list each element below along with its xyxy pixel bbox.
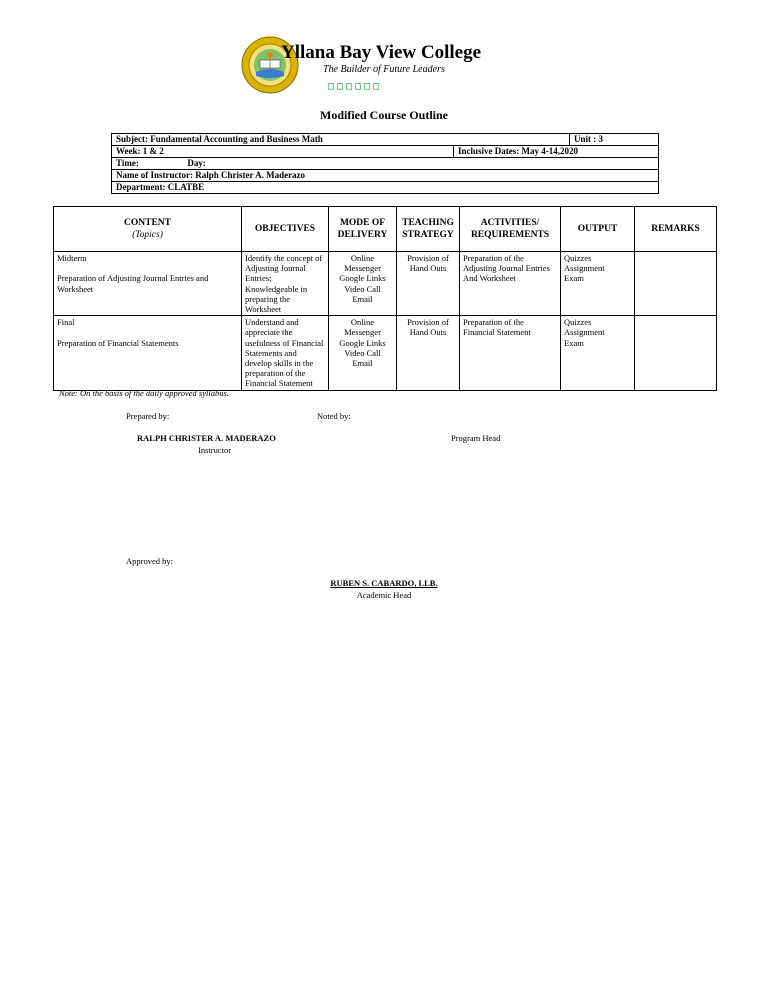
info-row-instructor bbox=[112, 170, 659, 182]
time-day-field bbox=[112, 158, 659, 170]
col-header-output: OUTPUT bbox=[561, 207, 635, 252]
content-header-sub: (Topics) bbox=[132, 230, 163, 240]
col-header-content bbox=[54, 207, 242, 252]
cell-activities: Preparation of the Financial Statement bbox=[460, 316, 561, 390]
content-header-label: CONTENT bbox=[124, 218, 171, 228]
unit-field: Unit : 3 bbox=[570, 134, 659, 146]
table-row bbox=[54, 252, 717, 316]
info-row-time bbox=[112, 158, 659, 170]
cell-strategy: Provision of Hand Outs bbox=[397, 316, 460, 390]
subject-field: Subject: Fundamental Accounting and Business Math bbox=[112, 134, 570, 146]
col-header-objectives: OBJECTIVES bbox=[242, 207, 329, 252]
noted-by-label: Noted by: bbox=[317, 411, 351, 421]
cell-remarks bbox=[635, 316, 717, 390]
time-label: Time: bbox=[116, 158, 139, 168]
cell-content: Final Preparation of Financial Statements bbox=[54, 316, 242, 390]
document-title: Modified Course Outline bbox=[320, 108, 448, 122]
col-header-mode: MODE OF DELIVERY bbox=[329, 207, 397, 252]
approver-title: Academic Head bbox=[356, 590, 412, 600]
table-row bbox=[54, 316, 717, 390]
col-header-activities: ACTIVITIES/ REQUIREMENTS bbox=[460, 207, 561, 252]
preparer-title: Instructor bbox=[198, 445, 232, 455]
table-header-row bbox=[54, 207, 717, 252]
cell-remarks bbox=[635, 252, 717, 316]
syllabus-note: Note: On the basis of the daily approved syllabus. bbox=[59, 388, 229, 398]
cell-mode: Online Messenger Google Links Video Call Email bbox=[329, 316, 397, 390]
cell-mode: Online Messenger Google Links Video Call Email bbox=[329, 252, 397, 316]
placeholder-glyph-row: □□□□□□ bbox=[328, 81, 383, 92]
approver-block bbox=[0, 578, 768, 588]
cell-activities: Preparation of the Adjusting Journal Entries And Worksheet bbox=[460, 252, 561, 316]
course-info-table bbox=[111, 133, 659, 194]
info-row-subject bbox=[112, 134, 659, 146]
inclusive-dates-field: Inclusive Dates: May 4-14,2020 bbox=[454, 146, 659, 158]
cell-output: Quizzes Assignment Exam bbox=[561, 316, 635, 390]
week-field: Week: 1 & 2 bbox=[112, 146, 454, 158]
cell-objectives: Identify the concept of Adjusting Journal Entries; Knowledgeable in preparing the Worksheet bbox=[242, 252, 329, 316]
col-header-remarks: REMARKS bbox=[635, 207, 717, 252]
cell-output: Quizzes Assignment Exam bbox=[561, 252, 635, 316]
noted-by-title: Program Head bbox=[451, 433, 501, 443]
course-outline-table bbox=[53, 206, 717, 391]
college-name: Yllana Bay View College bbox=[281, 42, 482, 63]
instructor-field: Name of Instructor: Ralph Christer A. Maderazo bbox=[112, 170, 659, 182]
cell-objectives: Understand and appreciate the usefulness of Financial Statements and develop skills in the preparation of the Financial Statement bbox=[242, 316, 329, 390]
preparer-name: RALPH CHRISTER A. MADERAZO bbox=[137, 433, 276, 443]
col-header-strategy: TEACHING STRATEGY bbox=[397, 207, 460, 252]
cell-strategy: Provision of Hand Outs bbox=[397, 252, 460, 316]
cell-content: Midterm Preparation of Adjusting Journal Entries and Worksheet bbox=[54, 252, 242, 316]
approved-by-label: Approved by: bbox=[126, 556, 173, 566]
college-motto: The Builder of Future Leaders bbox=[323, 64, 445, 75]
info-row-week bbox=[112, 146, 659, 158]
info-row-department bbox=[112, 182, 659, 194]
approver-name: RUBEN S. CABARDO, LLB. bbox=[330, 578, 438, 588]
day-label: Day: bbox=[187, 158, 206, 168]
department-field: Department: CLATBE bbox=[112, 182, 659, 194]
prepared-by-label: Prepared by: bbox=[126, 411, 170, 421]
